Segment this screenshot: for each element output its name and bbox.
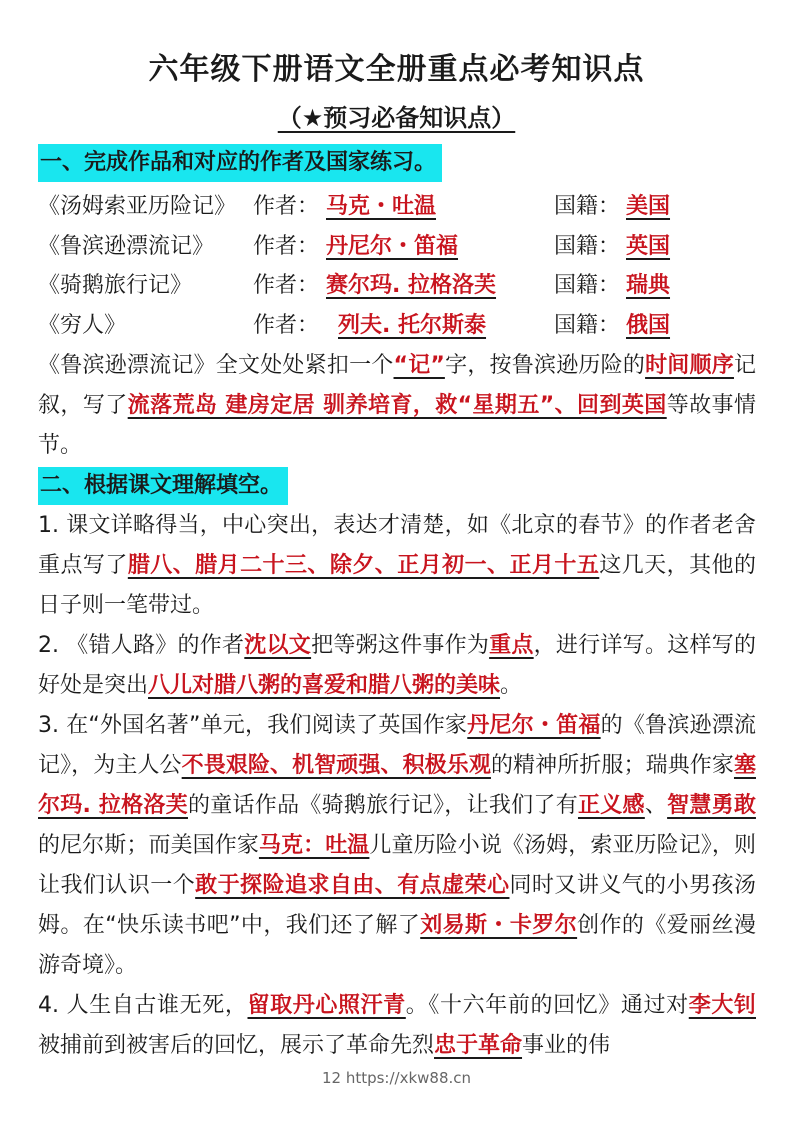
answer-text: 丹尼尔・笛福 (467, 713, 601, 738)
page-title: 六年级下册语文全册重点必考知识点 (148, 52, 645, 87)
author-label: 作者： (253, 234, 320, 259)
answer-text: 李大钊 (688, 993, 756, 1018)
body-text: 把等粥这件事作为 (311, 633, 490, 658)
numbered-item (38, 506, 756, 626)
author-answer: 列夫. 托尔斯泰 (338, 313, 487, 338)
author-answer: 马克・吐温 (326, 194, 437, 219)
page-subtitle: （★预习必备知识点） (277, 104, 516, 132)
answer-text: 马克：吐温 (258, 833, 370, 858)
body-text: 的精神所折服；瑞典作家 (490, 753, 734, 778)
numbered-item (38, 706, 756, 986)
body-text: 创作的《爱丽丝漫游奇境》。 (38, 913, 756, 978)
nation-label: 国籍： (554, 194, 621, 219)
author-label: 作者： (253, 273, 320, 298)
body-text: 4. 人生自古谁无死， (38, 993, 248, 1018)
book-title: 《汤姆索亚历险记》 (38, 194, 237, 219)
body-text: 的《鲁滨逊漂流记》，为主人公 (38, 713, 756, 778)
answer-text: 敢于探险追求自由、有点虚荣心 (195, 873, 510, 898)
answer-text: 腊八、腊月二十三、除夕、正月初一、正月十五 (127, 553, 600, 578)
answer-text: 塞尔玛. 拉格洛芙 (38, 753, 756, 818)
nation-label: 国籍： (554, 313, 621, 338)
answer-text: 沈以文 (244, 633, 312, 658)
author-answer: 赛尔玛. 拉格洛芙 (326, 273, 497, 298)
answer-text: 流落荒岛 建房定居 驯养培育，救“星期五”、回到英国 (127, 393, 667, 418)
numbered-item (38, 986, 756, 1066)
author-answer: 丹尼尔・笛福 (326, 234, 459, 259)
answer-text: 智慧勇敢 (667, 793, 756, 818)
body-text: 3. 在“外国名著”单元，我们阅读了英国作家 (38, 713, 468, 738)
answer-text: 重点 (489, 633, 534, 658)
section-1-heading: 一、完成作品和对应的作者及国家练习。 (38, 144, 442, 182)
nation-answer: 美国 (626, 194, 671, 219)
answer-text: “记” (393, 353, 445, 378)
body-text: 《鲁滨逊漂流记》全文处处紧扣一个 (38, 353, 394, 378)
nation-label: 国籍： (554, 273, 621, 298)
body-text: 的尼尔斯；而美国作家 (38, 833, 259, 858)
nation-label: 国籍： (554, 234, 621, 259)
nation-answer: 俄国 (626, 313, 671, 338)
section-1-paragraph (38, 346, 756, 466)
answer-text: 时间顺序 (645, 353, 734, 378)
answer-text: 不畏艰险、机智顽强、积极乐观 (181, 753, 491, 778)
body-text: 被捕前到被害后的回忆，展示了革命先烈 (38, 1033, 435, 1058)
body-text: 儿童历险小说《汤姆，索亚历险记》，则让我们认识一个 (38, 833, 756, 898)
book-title: 《穷人》 (38, 313, 127, 338)
body-text: 1. 课文详略得当，中心突出，表达才清楚，如《北京的春节》的作者老舍重点写了 (38, 513, 756, 578)
body-text: 事业的伟 (522, 1033, 611, 1058)
body-text: 。 (500, 673, 523, 698)
body-text: 记叙，写了 (38, 353, 756, 418)
nation-answer: 瑞典 (626, 273, 671, 298)
body-text: 、 (644, 793, 668, 818)
page-footer: 12 https://xkw88.cn (321, 1069, 472, 1087)
body-text: 。《十六年前的回忆》通过对 (405, 993, 689, 1018)
author-label: 作者： (253, 194, 320, 219)
answer-text: 正义感 (577, 793, 645, 818)
body-text: ，进行详写。这样写的好处是突出 (38, 633, 756, 698)
body-text: 的童话作品《骑鹅旅行记》，让我们了有 (187, 793, 578, 818)
body-text: 同时又讲义气的小男孩汤姆。在“快乐读书吧”中，我们还了解了 (38, 873, 756, 938)
nation-answer: 英国 (626, 234, 671, 259)
author-label: 作者： (253, 313, 320, 338)
answer-text: 刘易斯・卡罗尔 (420, 913, 578, 938)
body-text: 字，按鲁滨逊历险的 (444, 353, 646, 378)
numbered-item (38, 626, 756, 706)
body-text: 这几天，其他的日子则一笔带过。 (38, 553, 756, 618)
body-text: 2. 《错人路》的作者 (38, 633, 245, 658)
body-text: 等故事情节。 (38, 393, 756, 458)
book-title: 《骑鹅旅行记》 (38, 273, 193, 298)
answer-text: 忠于革命 (434, 1033, 523, 1058)
section-2-heading: 二、根据课文理解填空。 (38, 467, 288, 505)
answer-text: 留取丹心照汗青 (247, 993, 406, 1018)
answer-text: 八儿对腊八粥的喜爱和腊八粥的美味 (148, 673, 501, 698)
book-title: 《鲁滨逊漂流记》 (38, 234, 215, 259)
